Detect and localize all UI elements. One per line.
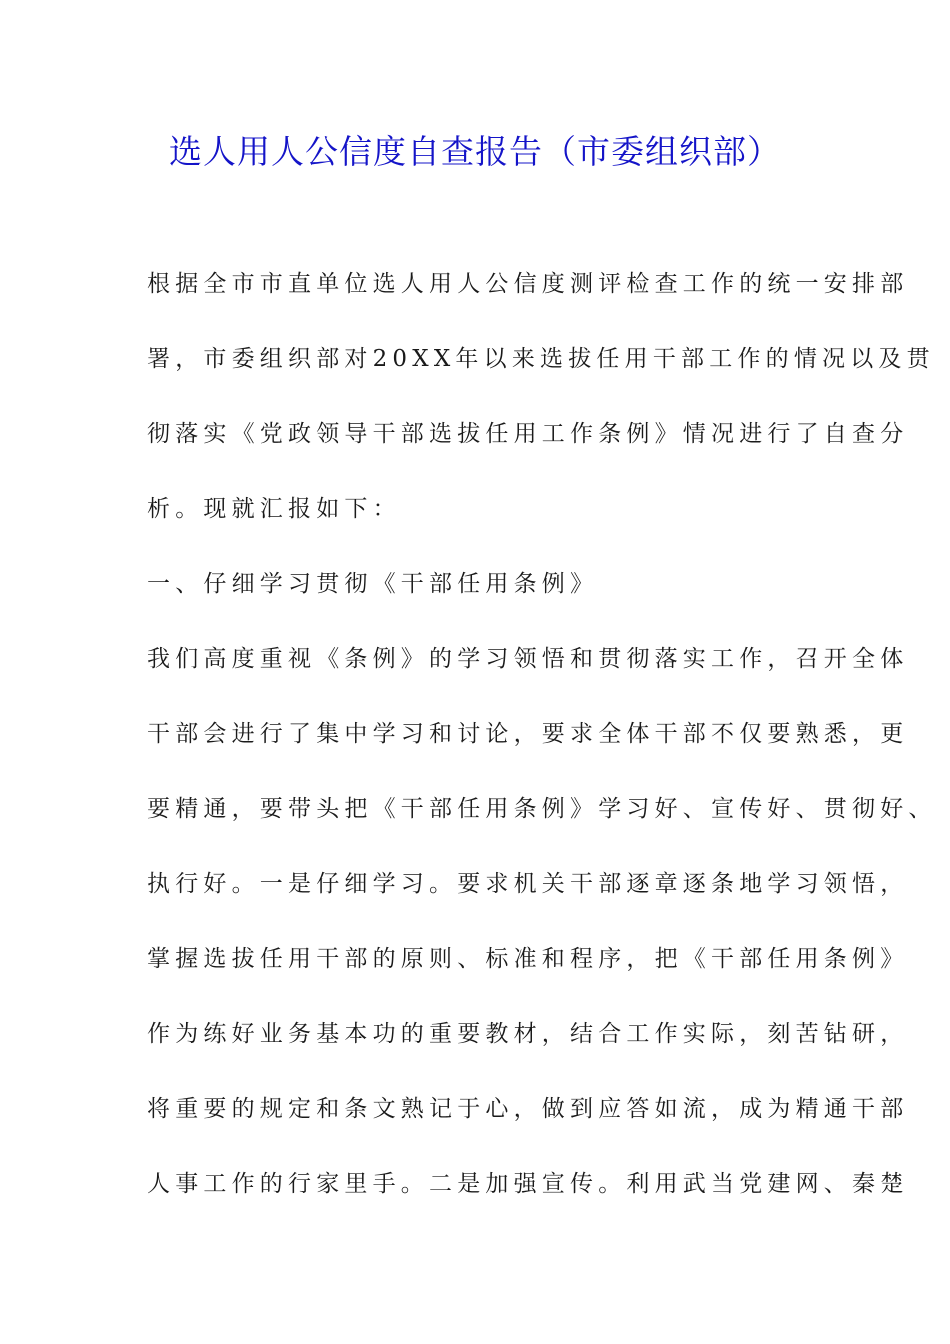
body-line-2: 署，市委组织部对20XX年以来选拔任用干部工作的情况以及贯 bbox=[147, 346, 935, 372]
body-line-1: 根据全市市直单位选人用人公信度测评检查工作的统一安排部 bbox=[147, 271, 909, 297]
body-line-13: 人事工作的行家里手。二是加强宣传。利用武当党建网、秦楚 bbox=[147, 1171, 909, 1197]
body-line-10: 掌握选拔任用干部的原则、标准和程序，把《干部任用条例》 bbox=[147, 946, 909, 972]
body-line-3: 彻落实《党政领导干部选拔任用工作条例》情况进行了自查分 bbox=[147, 421, 909, 447]
body-line-4: 析。现就汇报如下： bbox=[147, 496, 401, 522]
body-line-7: 干部会进行了集中学习和讨论，要求全体干部不仅要熟悉，更 bbox=[147, 721, 909, 747]
section-heading-1: 一、仔细学习贯彻《干部任用条例》 bbox=[147, 571, 599, 597]
body-line-6: 我们高度重视《条例》的学习领悟和贯彻落实工作，召开全体 bbox=[147, 646, 909, 672]
body-line-9: 执行好。一是仔细学习。要求机关干部逐章逐条地学习领悟， bbox=[147, 871, 909, 897]
document-title: 选人用人公信度自查报告（市委组织部） bbox=[169, 132, 781, 171]
body-line-8: 要精通，要带头把《干部任用条例》学习好、宣传好、贯彻好、 bbox=[147, 796, 937, 822]
body-line-11: 作为练好业务基本功的重要教材，结合工作实际，刻苦钻研， bbox=[147, 1021, 909, 1047]
body-line-12: 将重要的规定和条文熟记于心，做到应答如流，成为精通干部 bbox=[147, 1096, 909, 1122]
